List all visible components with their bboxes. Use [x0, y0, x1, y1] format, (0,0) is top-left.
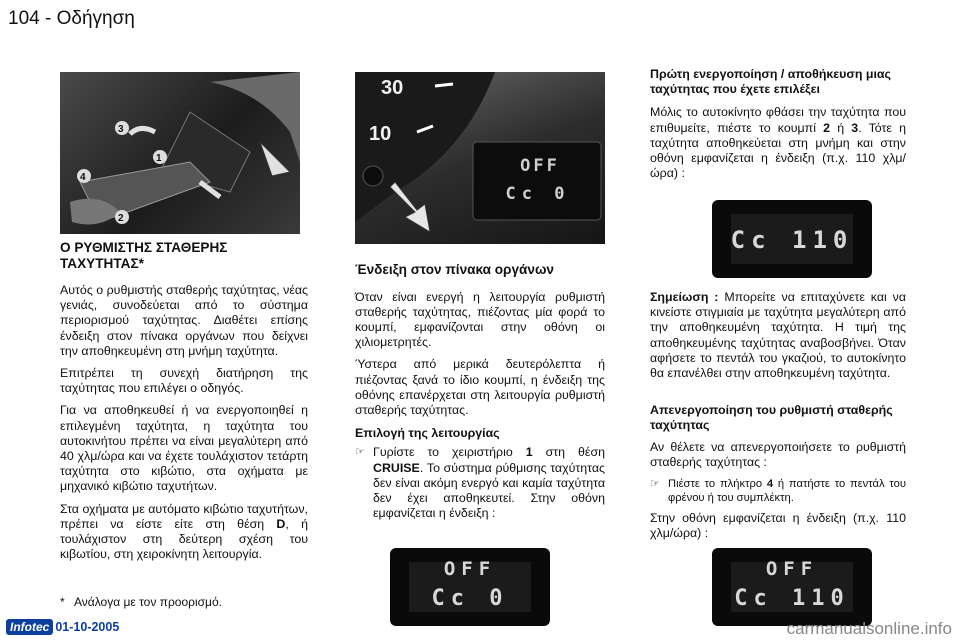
- col1-p4-text-a: Στα οχήματα με αυτόματο κιβώτιο ταχυτήτων, πρέπει να είστε είτε στη θέση: [60, 501, 308, 531]
- button-4-label: 4: [766, 478, 774, 491]
- header-separator: -: [44, 8, 52, 29]
- col3-bullet-text: [668, 477, 906, 505]
- mode-selection-heading: Επιλογή της λειτουργίας: [355, 426, 500, 441]
- b1-text-e: . Το σύστημα ρύθμισης ταχύτητας δεν είναι ακόμη ενεργό και καμία ταχύτητα δεν έχει αποθηκευτεί. Στην οθόνη εμφανίζεται η ένδειξη :: [373, 460, 605, 521]
- p1-text-e: . Τότε η ταχύτητα αποθηκεύεται στη μνήμη και στην οθόνη εμφανίζεται η ένδειξη (π.χ. 110 χλμ/ώρα) :: [650, 120, 906, 181]
- footnote-mark: *: [60, 595, 65, 609]
- note-label: Σημείωση :: [650, 290, 719, 304]
- infotec-logo: Infotec: [6, 619, 53, 635]
- col2-bullet-text: [373, 445, 605, 521]
- col3-paragraph-3: Στην οθόνη εμφανίζεται η ένδειξη (π.χ. 110 χλμ/ώρα) :: [650, 511, 906, 541]
- lcd-off110-line1: OFF: [765, 558, 819, 580]
- pointer-icon: ☞: [650, 478, 660, 491]
- footnote-text: Ανάλογα με τον προορισμό.: [74, 595, 222, 609]
- p1-text-c: ή: [830, 120, 852, 135]
- stalk-label-3: 3: [118, 124, 124, 135]
- b1-text-a: Γυρίστε το χειριστήριο: [373, 445, 526, 460]
- stalk-drawing: [60, 72, 300, 234]
- p1-text-a: Μόλις το αυτοκίνητο φθάσει την ταχύτητα που επιθυμείτε, πιέστε το κουμπί: [650, 105, 906, 135]
- gauge-tick-10: 10: [369, 123, 392, 145]
- lcd-off110-line2: Cc 110: [734, 586, 850, 611]
- cluster-lcd-line1: OFF: [520, 156, 560, 176]
- col3-bullet-1: [650, 477, 906, 505]
- footer: [6, 619, 119, 635]
- instrument-cluster-illustration: [355, 72, 605, 244]
- lcd-off-cc0: [390, 548, 550, 626]
- col1-paragraph-3: Για να αποθηκευθεί ή να ενεργοποιηθεί η επιλεγμένη ταχύτητα, η ταχύτητα του αυτοκινήτου πρέπει να είναι μεγαλύτερη από 40 χλμ/ώρα και να έχετε τουλάχιστον τετάρτη ταχύτητα στο κιβώτιο, στα οχήματα με μηχανικό κιβώτιο ταχυτήτων.: [60, 403, 308, 494]
- col1-paragraph-2: Επιτρέπει τη συνεχή διατήρηση της ταχύτητας που επιλέγει ο οδηγός.: [60, 366, 308, 396]
- lcd-off0-line1: OFF: [443, 558, 497, 580]
- col1-p4-text-c: , ή τουλάχιστον στη δεύτερη σχέση του κιβωτίου, στη χειροκίνητη λειτουργία.: [60, 516, 308, 562]
- column-3-lower: [650, 290, 906, 548]
- col1-paragraph-1: Αυτός ο ρυθμιστής σταθερής ταχύτητας, νέας γενιάς, συνοδεύεται από το σύστημα περιορισμού ταχύτητας. Διαθέτει επίσης ένδειξη στον πίνακα οργάνων που δείχνει την αποθηκευμένη στη μνήμη ταχύτητα.: [60, 283, 308, 358]
- lcd-cc110: [712, 200, 872, 278]
- note-text: Μπορείτε να επιταχύνετε και να κινείστε στιγμιαία με ταχύτητα μεγαλύτερη από την αποθηκευμένη ταχύτητα. Η τιμή της αποθηκευμένης ταχύτητας αναβοσβήνει. Όταν αφήσετε το πεντάλ του γκαζιού, το αυτοκίνητο θα επανέλθει στην αποθηκευμένη ταχύτητα.: [650, 290, 906, 381]
- col3-paragraph-1: [650, 105, 906, 181]
- col2-bullet-1: [355, 445, 605, 521]
- footnote: [60, 595, 222, 609]
- cruise-control-heading: Ο ΡΥΘΜΙΣΤΗΣ ΣΤΑΘΕΡΗΣ ΤΑΧΥΤΗΤΑΣ*: [60, 240, 228, 271]
- watermark: carmanualsonline.info: [786, 619, 952, 638]
- column-2: [355, 262, 605, 527]
- column-3: [650, 67, 906, 188]
- col3-b1-text-c: ή πατήστε το πεντάλ του φρένου ή του συμπλέκτη.: [668, 478, 906, 505]
- stalk-label-4: 4: [80, 172, 86, 183]
- page-header: [8, 8, 135, 30]
- dashboard-display-heading: Ένδειξη στον πίνακα οργάνων: [355, 262, 554, 277]
- column-1: [60, 240, 308, 569]
- section-title: Οδήγηση: [56, 8, 135, 29]
- lcd-off-cc110: [712, 548, 872, 626]
- lcd-stored-line2: Cc 110: [730, 226, 854, 254]
- footer-date: 01-10-2005: [55, 620, 120, 634]
- gauge-tick-30: 30: [381, 77, 404, 99]
- stalk-label-2: 2: [118, 213, 124, 224]
- b1-control-number: 1: [525, 445, 533, 460]
- col2-paragraph-1: Όταν είναι ενεργή η λειτουργία ρυθμιστή σταθερής ταχύτητας, πιέζοντας μία φορά το κουμπί, εμφανίζονται στην οθόνη οι χιλιομετρητές.: [355, 289, 605, 350]
- stalk-label-1: 1: [156, 153, 162, 164]
- col2-paragraph-2: Ύστερα από μερικά δευτερόλεπτα ή πιέζοντας ξανά το ίδιο κουμπί, η ένδειξη της οθόνης επανέρχεται στη λειτουργία ρυθμιστή σταθερής ταχύτητας.: [355, 357, 605, 417]
- pointer-icon: ☞: [355, 446, 365, 459]
- lcd-off0-line2: Cc 0: [431, 586, 509, 611]
- col3-b1-text-a: Πιέστε το πλήκτρο: [668, 478, 767, 491]
- gear-d-label: D: [276, 516, 286, 531]
- button-2-label: 2: [823, 120, 831, 135]
- col3-paragraph-2: Αν θέλετε να απενεργοποιήσετε το ρυθμιστή σταθερής ταχύτητας :: [650, 439, 906, 469]
- first-activation-heading: Πρώτη ενεργοποίηση / αποθήκευση μιας ταχύτητας που έχετε επιλέξει: [650, 67, 891, 97]
- button-3-label: 3: [851, 120, 859, 135]
- col1-paragraph-4: [60, 502, 308, 563]
- cruise-position-label: CRUISE: [373, 460, 420, 475]
- deactivation-heading: Απενεργοποίηση του ρυθμιστή σταθερής ταχύτητας: [650, 403, 893, 433]
- cruise-stalk-illustration: [60, 72, 300, 234]
- cluster-lcd-line2: Cc 0: [505, 184, 571, 204]
- note-paragraph: [650, 290, 906, 381]
- b1-text-c: στη θέση: [532, 445, 605, 460]
- page-number: 104: [8, 8, 40, 29]
